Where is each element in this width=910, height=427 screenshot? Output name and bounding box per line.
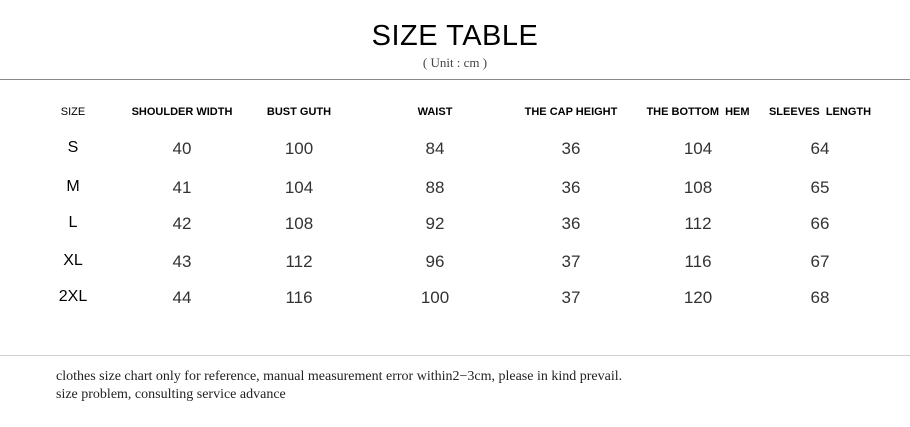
measurement-cell-sleeves-length: 65: [810, 178, 830, 197]
measurement-cell-bust-guth: 112: [285, 252, 313, 271]
size-label-cell: 2XL: [58, 288, 88, 305]
measurement-cell-shoulder-width: 40: [172, 139, 192, 158]
size-label-cell: L: [68, 214, 78, 231]
measurement-cell-bottom-hem: 112: [684, 214, 712, 233]
measurement-cell-cap-height: 36: [561, 178, 581, 197]
size-label-cell: S: [67, 139, 79, 156]
measurement-cell-bottom-hem: 116: [684, 252, 712, 271]
footer-note-line-2: size problem, consulting service advance: [56, 387, 286, 402]
measurement-cell-waist: 84: [425, 139, 445, 158]
measurement-cell-bust-guth: 100: [284, 139, 314, 158]
measurement-cell-bust-guth: 116: [285, 288, 313, 307]
measurement-cell-waist: 92: [425, 214, 445, 233]
measurement-cell-shoulder-width: 41: [172, 178, 192, 197]
measurement-cell-sleeves-length: 67: [810, 252, 830, 271]
measurement-cell-sleeves-length: 64: [810, 139, 830, 158]
measurement-cell-waist: 100: [420, 288, 450, 307]
page-title: SIZE TABLE: [371, 20, 539, 52]
size-label-cell: M: [66, 178, 80, 195]
column-header-size: SIZE: [60, 106, 86, 118]
column-header-sleeves-length: SLEEVES LENGTH: [768, 106, 872, 118]
measurement-cell-waist: 96: [425, 252, 445, 271]
column-header-bottom-hem: THE BOTTOM HEM: [646, 106, 750, 118]
column-header-waist: WAIST: [417, 106, 453, 118]
column-header-cap-height: THE CAP HEIGHT: [524, 106, 618, 118]
measurement-cell-bust-guth: 104: [284, 178, 314, 197]
size-label-cell: XL: [63, 252, 83, 269]
top-divider: [0, 79, 910, 80]
bottom-divider: [0, 355, 910, 356]
measurement-cell-shoulder-width: 44: [172, 288, 192, 307]
measurement-cell-bottom-hem: 120: [683, 288, 713, 307]
measurement-cell-cap-height: 36: [561, 214, 581, 233]
measurement-cell-sleeves-length: 68: [810, 288, 830, 307]
column-header-bust-guth: BUST GUTH: [266, 106, 332, 118]
measurement-cell-cap-height: 37: [561, 252, 581, 271]
measurement-cell-bust-guth: 108: [284, 214, 314, 233]
measurement-cell-cap-height: 36: [561, 139, 581, 158]
measurement-cell-cap-height: 37: [561, 288, 581, 307]
measurement-cell-bottom-hem: 104: [683, 139, 713, 158]
unit-subtitle: ( Unit : cm ): [422, 55, 488, 70]
measurement-cell-sleeves-length: 66: [810, 214, 830, 233]
measurement-cell-bottom-hem: 108: [683, 178, 713, 197]
measurement-cell-shoulder-width: 43: [172, 252, 192, 271]
column-header-shoulder-width: SHOULDER WIDTH: [131, 106, 233, 118]
footer-note-line-1: clothes size chart only for reference, manual measurement error within2−3cm, please in kind prevail.: [56, 369, 623, 384]
measurement-cell-shoulder-width: 42: [172, 214, 192, 233]
measurement-cell-waist: 88: [425, 178, 445, 197]
